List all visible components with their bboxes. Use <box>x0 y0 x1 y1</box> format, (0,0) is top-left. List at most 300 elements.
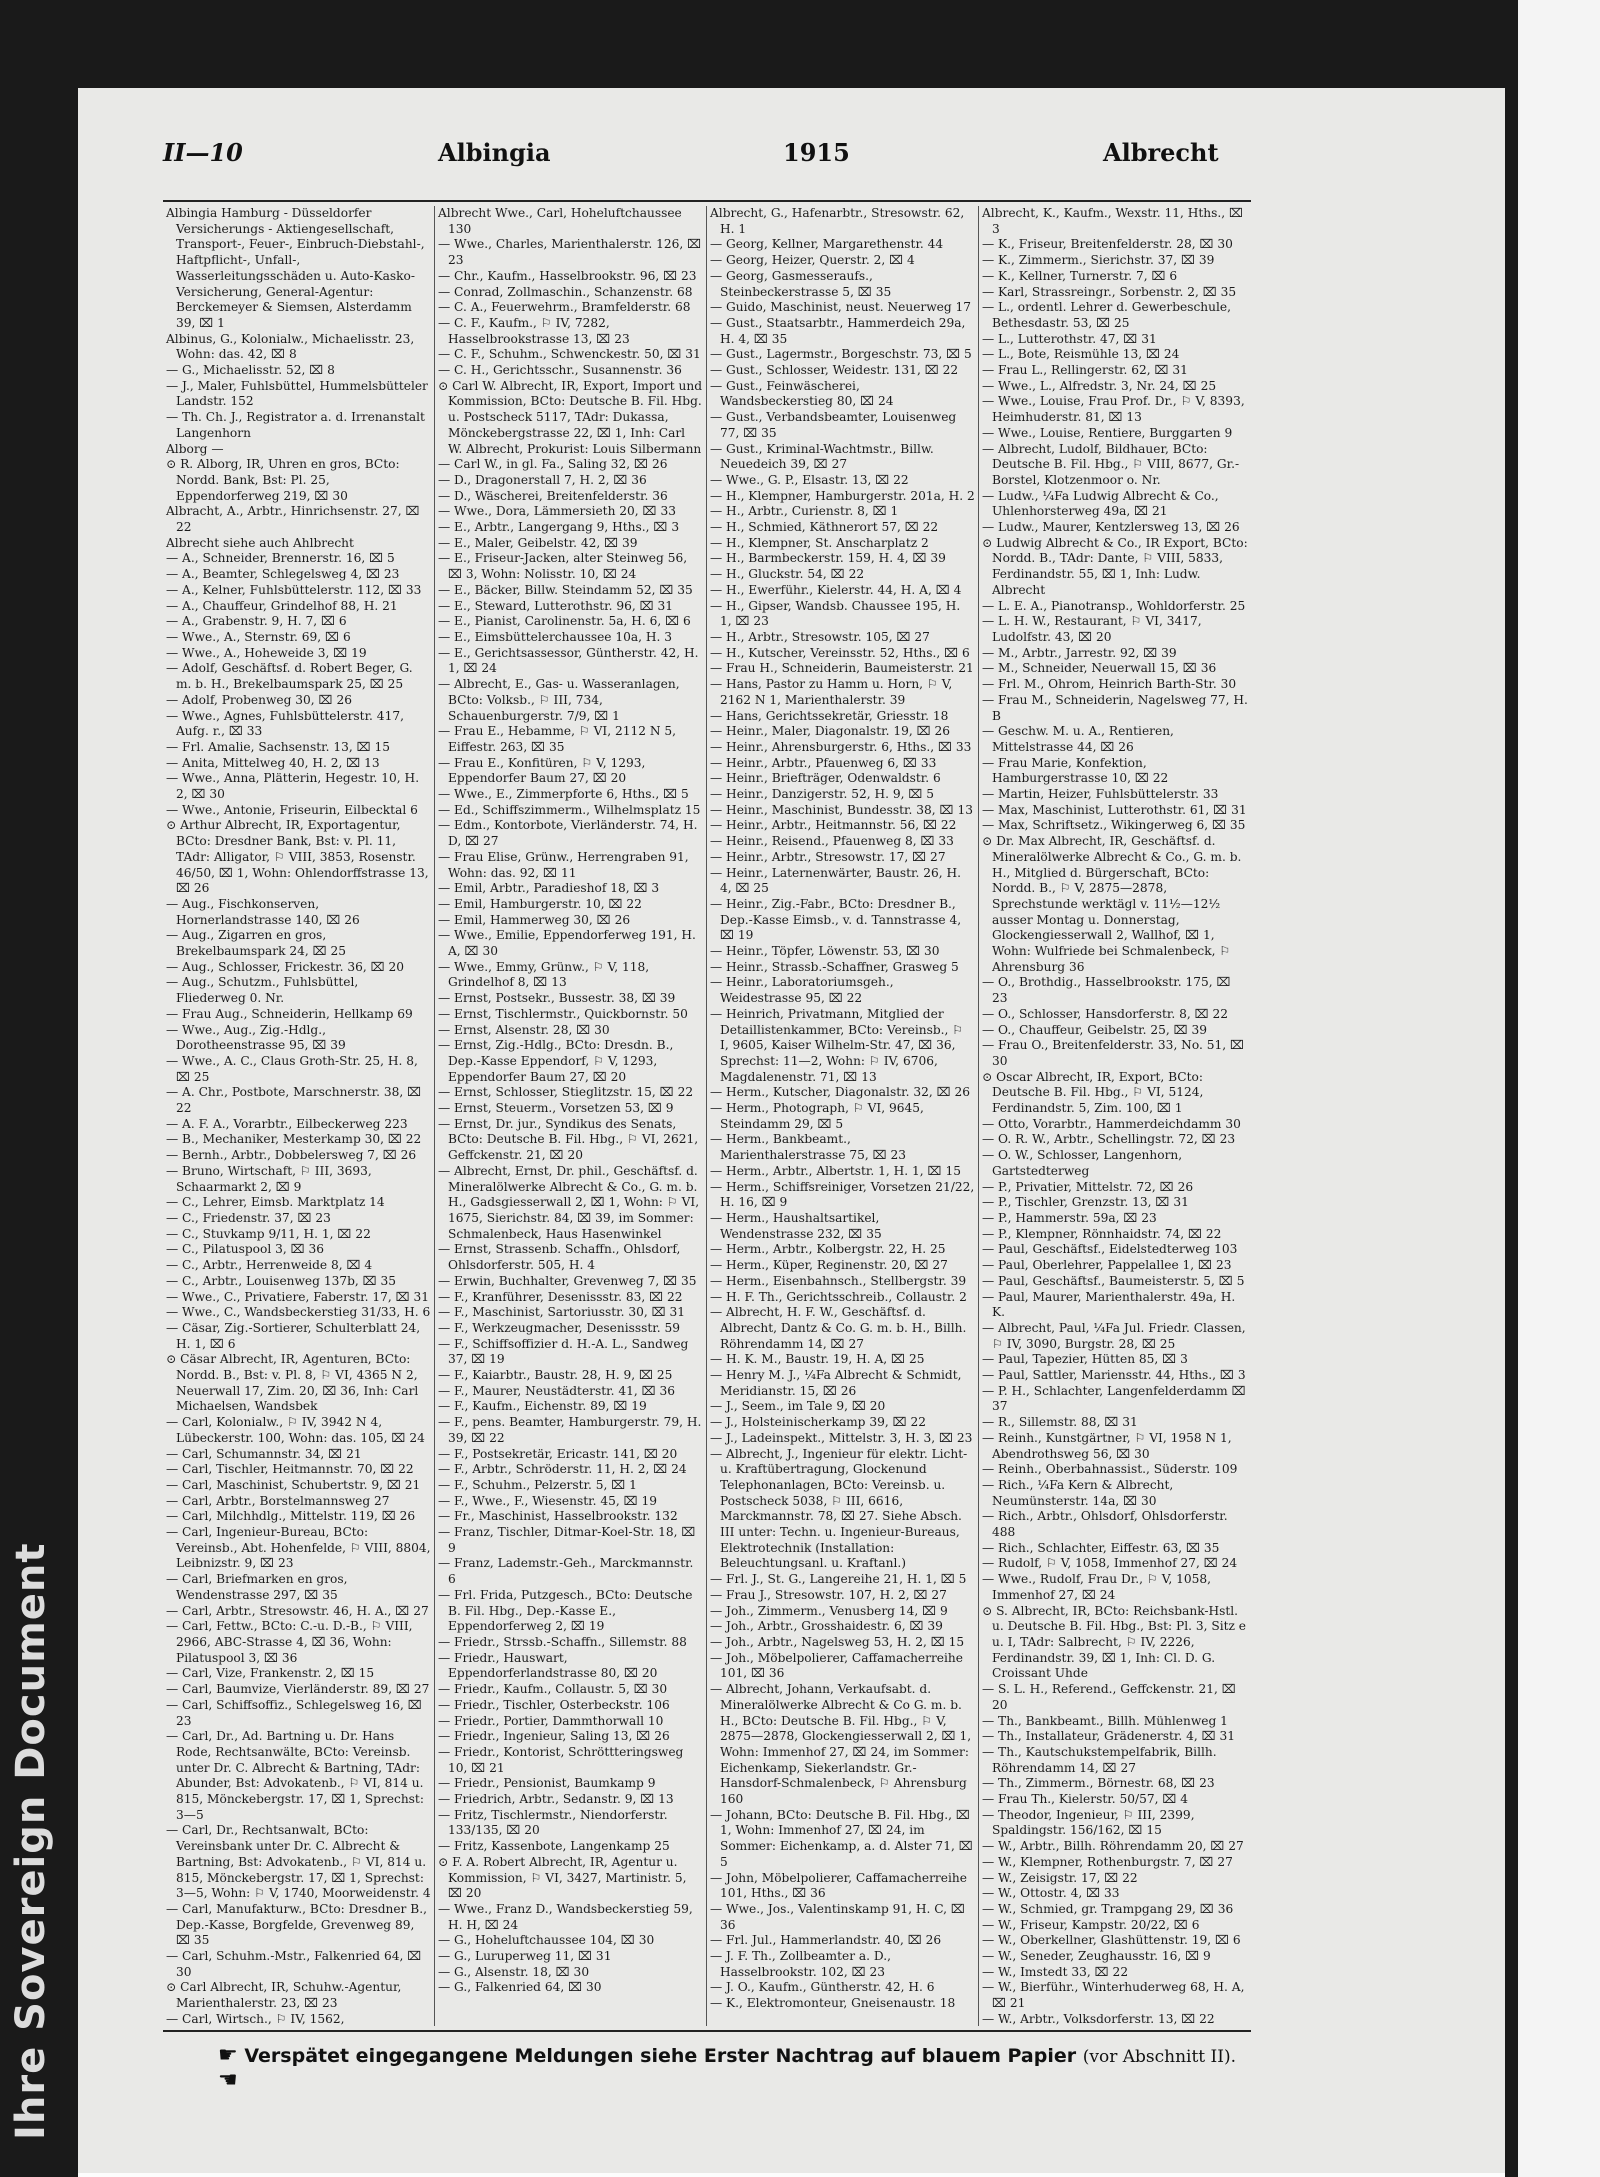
directory-entry: — Paul, Sattler, Mariensstr. 44, Hths., ⌧ 3 <box>982 1368 1246 1383</box>
directory-entry: — Albrecht, H. F. W., Geschäftsf. d. Albrecht, Dantz & Co. G. m. b. H., Billh. Röhrendamm 14, ⌧ 27 <box>710 1305 967 1351</box>
directory-entry: — Paul, Tapezier, Hütten 85, ⌧ 3 <box>982 1352 1188 1367</box>
directory-entry: — H., Barmbeckerstr. 159, H. 4, ⌧ 39 <box>710 551 946 566</box>
directory-entry: — Max, Maschinist, Lutterothstr. 61, ⌧ 31 <box>982 802 1247 817</box>
directory-entry: — Albrecht, Paul, ¼Fa Jul. Friedr. Classen, ⚐ IV, 3090, Burgstr. 28, ⌧ 25 <box>982 1320 1246 1351</box>
directory-entry: — Albrecht, Ludolf, Bildhauer, BCto: Deutsche B. Fil. Hbg., ⚐ VIII, 8677, Gr.-Borstel, Klotzenmoor o. Nr. <box>982 441 1240 487</box>
directory-entry: — F., Maschinist, Sartoriusstr. 30, ⌧ 31 <box>438 1305 686 1320</box>
directory-entry: — Carl, Vize, Frankenstr. 2, ⌧ 15 <box>166 1666 375 1681</box>
directory-entry: — H., Klempner, St. Anscharplatz 2 <box>710 535 929 550</box>
directory-entry: — Heinr., Briefträger, Odenwaldstr. 6 <box>710 771 941 786</box>
directory-entry: — H. K. M., Baustr. 19, H. A, ⌧ 25 <box>710 1352 925 1367</box>
directory-entry: Albrecht, K., Kaufm., Wexstr. 11, Hths., ⌧ 3 <box>982 206 1244 236</box>
directory-entry: — F., Werkzeugmacher, Desenissstr. 59 <box>438 1320 681 1335</box>
directory-entry: — Carl, Maschinist, Schubertstr. 9, ⌧ 21 <box>166 1477 421 1492</box>
directory-entry: — D., Dragonerstall 7, H. 2, ⌧ 36 <box>438 472 647 487</box>
directory-entry: ⊙ F. A. Robert Albrecht, IR, Agentur u. Kommission, ⚐ VI, 3427, Martinistr. 5, ⌧ 20 <box>438 1854 687 1901</box>
directory-entry: — F., Kaufm., Eichenstr. 89, ⌧ 19 <box>438 1399 647 1414</box>
directory-entry: — Ernst, Postsekr., Bussestr. 38, ⌧ 39 <box>438 991 676 1006</box>
directory-entry: — G., Alsenstr. 18, ⌧ 30 <box>438 1964 590 1979</box>
directory-entry: — Gust., Lagermstr., Borgeschstr. 73, ⌧ 5 <box>710 347 972 362</box>
directory-entry: — F., Postsekretär, Ericastr. 141, ⌧ 20 <box>438 1446 678 1461</box>
directory-entry: — Wwe., C., Privatiere, Faberstr. 17, ⌧ 31 <box>166 1289 430 1304</box>
header-rule <box>163 200 1251 202</box>
directory-entry: — W., Arbtr., Volksdorferstr. 13, ⌧ 22 <box>982 2011 1215 2026</box>
directory-entry: — Carl, Arbtr., Stresowstr. 46, H. A., ⌧ 27 <box>166 1603 429 1618</box>
directory-entry: Albracht, A., Arbtr., Hinrichsenstr. 27, ⌧ 22 <box>166 504 420 535</box>
directory-entry: — Herm., Haushaltsartikel, Wendenstrasse 232, ⌧ 35 <box>710 1211 882 1241</box>
directory-entry: — Carl, Briefmarken en gros, Wendenstrasse 297, ⌧ 35 <box>166 1572 348 1602</box>
directory-entry: — Wwe., A., Sternstr. 69, ⌧ 6 <box>166 629 351 644</box>
directory-entry: — Frau Aug., Schneiderin, Hellkamp 69 <box>166 1006 413 1021</box>
directory-entry: — Herm., Eisenbahnsch., Stellbergstr. 39 <box>710 1273 967 1288</box>
directory-entry: — C. F., Schuhm., Schwenckestr. 50, ⌧ 31 <box>438 347 701 362</box>
directory-entry: — O. R. W., Arbtr., Schellingstr. 72, ⌧ 23 <box>982 1132 1236 1147</box>
directory-entry: — F., Schiffsoffizier d. H.-A. L., Sandweg 37, ⌧ 19 <box>438 1336 689 1367</box>
directory-entry: — Rudolf, ⚐ V, 1058, Immenhof 27, ⌧ 24 <box>982 1556 1238 1571</box>
directory-entry: Albrecht Wwe., Carl, Hoheluftchaussee 130 <box>438 206 682 236</box>
directory-entry: — W., Friseur, Kampstr. 20/22, ⌧ 6 <box>982 1917 1200 1932</box>
directory-entry: — H., Gipser, Wandsb. Chaussee 195, H. 1, ⌧ 23 <box>710 598 961 629</box>
directory-entry: — Carl, Schumannstr. 34, ⌧ 21 <box>166 1446 362 1461</box>
directory-entry: — H., Klempner, Hamburgerstr. 201a, H. 2 <box>710 488 975 503</box>
directory-entry: — H., Ewerführ., Kielerstr. 44, H. A, ⌧ 4 <box>710 582 962 597</box>
directory-entry: — E., Maler, Geibelstr. 42, ⌧ 39 <box>438 535 638 550</box>
directory-entry: — Wwe., Charles, Marienthalerstr. 126, ⌧ 23 <box>438 237 702 268</box>
directory-entry: — Gust., Schlosser, Weidestr. 131, ⌧ 22 <box>710 363 959 378</box>
directory-entry: — Cäsar, Zig.-Sortierer, Schulterblatt 24, H. 1, ⌧ 6 <box>166 1320 421 1351</box>
footer-rule <box>163 2030 1251 2032</box>
directory-entry: — Friedr., Ingenieur, Saling 13, ⌧ 26 <box>438 1729 670 1744</box>
directory-entry: — Theodor, Ingenieur, ⚐ III, 2399, Spaldingstr. 156/162, ⌧ 15 <box>982 1807 1195 1838</box>
directory-entry: ⊙ Carl W. Albrecht, IR, Export, Import und Kommission, BCto: Deutsche B. Fil. Hbg. u. Postscheck 5117, TAdr: Dukassa, Mönckebergstrasse 22, ⌧ 1, Inh: Carl W. Albrecht, Prokurist: Louis Silbermann <box>438 378 703 456</box>
directory-entry: — F., Schuhm., Pelzerstr. 5, ⌧ 1 <box>438 1477 637 1492</box>
directory-entry: — C. F., Kaufm., ⚐ IV, 7282, Hasselbrookstrasse 13, ⌧ 23 <box>438 315 630 346</box>
directory-entry: — Ernst, Tischlermstr., Quickbornstr. 50 <box>438 1006 688 1021</box>
directory-entry: — Heinr., Strassb.-Schaffner, Grasweg 5 <box>710 959 959 974</box>
directory-entry: — Gust., Feinwäscherei, Wandsbeckerstieg 80, ⌧ 24 <box>710 378 894 409</box>
directory-entry: — Friedr., Kontorist, Schröttteringsweg 10, ⌧ 21 <box>438 1744 684 1775</box>
directory-entry: — Frau Elise, Grünw., Herrengraben 91, Wohn: das. 92, ⌧ 11 <box>438 849 689 880</box>
directory-entry: — Gust., Kriminal-Wachtmstr., Billw. Neuedeich 39, ⌧ 27 <box>710 441 934 472</box>
directory-entry: — Th., Bankbeamt., Billh. Mühlenweg 1 <box>982 1713 1228 1728</box>
directory-entry: — Joh., Arbtr., Nagelsweg 53, H. 2, ⌧ 15 <box>710 1634 965 1649</box>
directory-entry: — Wwe., A. C., Claus Groth-Str. 25, H. 8, ⌧ 25 <box>166 1053 418 1084</box>
directory-entry: — Bernh., Arbtr., Dobbelersweg 7, ⌧ 26 <box>166 1148 417 1163</box>
directory-entry: — Hans, Pastor zu Hamm u. Horn, ⚐ V, 2162 N 1, Marienthalerstr. 39 <box>710 677 953 707</box>
directory-entry: — Heinr., Arbtr., Pfauenweg 6, ⌧ 33 <box>710 755 937 770</box>
directory-entry: — Carl, Schuhm.-Mstr., Falkenried 64, ⌧ 30 <box>166 1949 422 1979</box>
directory-entry: — C., Friedenstr. 37, ⌧ 23 <box>166 1211 331 1225</box>
directory-entry: — L., ordentl. Lehrer d. Gewerbeschule, Bethesdastr. 53, ⌧ 25 <box>982 300 1231 330</box>
directory-entry: — Paul, Maurer, Marienthalerstr. 49a, H. K. <box>982 1289 1236 1320</box>
directory-entry: — Martin, Heizer, Fuhlsbüttelerstr. 33 <box>982 787 1219 802</box>
directory-entry: — Ernst, Zig.-Hdlg., BCto: Dresdn. B., Dep.-Kasse Eppendorf, ⚐ V, 1293, Eppendorfer Baum 27, ⌧ 20 <box>438 1038 674 1084</box>
directory-entry: — Anita, Mittelweg 40, H. 2, ⌧ 13 <box>166 755 380 770</box>
directory-entry: — Ernst, Dr. jur., Syndikus des Senats, BCto: Deutsche B. Fil. Hbg., ⚐ VI, 2621, Geffckenstr. 21, ⌧ 20 <box>438 1116 699 1163</box>
directory-entry: — Carl, Fettw., BCto: C.-u. D.-B., ⚐ VIII, 2966, ABC-Strasse 4, ⌧ 36, Wohn: Pilatuspool 3, ⌧ 36 <box>166 1619 413 1665</box>
directory-entry: — A. Chr., Postbote, Marschnerstr. 38, ⌧ 22 <box>166 1085 422 1116</box>
directory-entry: — Heinr., Reisend., Pfauenweg 8, ⌧ 33 <box>710 834 954 849</box>
directory-entry: — K., Kellner, Turnerstr. 7, ⌧ 6 <box>982 268 1178 283</box>
directory-entry: — Edm., Kontorbote, Vierländerstr. 74, H. D, ⌧ 27 <box>438 818 698 849</box>
directory-entry: — O. W., Schlosser, Langenhorn, Gartstedterweg <box>982 1148 1183 1178</box>
directory-entry: — O., Chauffeur, Geibelstr. 25, ⌧ 39 <box>982 1022 1208 1037</box>
directory-entry: — Wwe., L., Alfredstr. 3, Nr. 24, ⌧ 25 <box>982 378 1217 393</box>
directory-entry: — Rich., Arbtr., Ohlsdorf, Ohlsdorferstr. 488 <box>982 1509 1228 1540</box>
directory-entry: — Adolf, Probenweg 30, ⌧ 26 <box>166 692 352 707</box>
directory-entry: — Frau E., Hebamme, ⚐ VI, 2112 N 5, Eiffestr. 263, ⌧ 35 <box>438 724 677 754</box>
directory-entry: — F., pens. Beamter, Hamburgerstr. 79, H. 39, ⌧ 22 <box>438 1415 702 1445</box>
directory-entry: — W., Klempner, Rothenburgstr. 7, ⌧ 27 <box>982 1854 1233 1869</box>
directory-entry: — Ernst, Schlosser, Stieglitzstr. 15, ⌧ 22 <box>438 1085 694 1100</box>
directory-entry: — Carl W., in gl. Fa., Saling 32, ⌧ 26 <box>438 457 668 472</box>
directory-entry: — L. H. W., Restaurant, ⚐ VI, 3417, Ludolfstr. 43, ⌧ 20 <box>982 614 1202 644</box>
directory-entry: ⊙ Oscar Albrecht, IR, Export, BCto: Deutsche B. Fil. Hbg., ⚐ VI, 5124, Ferdinandstr. 5, Zim. 100, ⌧ 1 <box>982 1069 1204 1116</box>
directory-entry: — Franz, Lademstr.-Geh., Marckmannstr. 6 <box>438 1556 694 1587</box>
directory-entry: — G., Falkenried 64, ⌧ 30 <box>438 1980 602 1995</box>
directory-entry: — Georg, Gasmesseraufs., Steinbeckerstrasse 5, ⌧ 35 <box>710 268 892 299</box>
directory-entry: — Friedr., Pensionist, Baumkamp 9 <box>438 1776 656 1791</box>
directory-entry: — J. F. Th., Zollbeamter a. D., Hasselbrookstr. 102, ⌧ 23 <box>710 1949 892 1979</box>
directory-entry: — Frau O., Breitenfelderstr. 33, No. 51, ⌧ 30 <box>982 1038 1245 1068</box>
directory-entry: — Ed., Schiffszimmerm., Wilhelmsplatz 15 <box>438 802 701 817</box>
directory-entry: — H., Arbtr., Curienstr. 8, ⌧ 1 <box>710 504 899 519</box>
directory-entry: — Aug., Zigarren en gros, Brekelbaumspark 24, ⌧ 25 <box>166 928 347 959</box>
directory-entry: — Frl. Jul., Hammerlandstr. 40, ⌧ 26 <box>710 1933 942 1948</box>
directory-entry: — Wwe., Agnes, Fuhlsbüttelerstr. 417, Aufg. r., ⌧ 33 <box>166 708 404 739</box>
directory-entry: — Wwe., Franz D., Wandsbeckerstieg 59, H. H, ⌧ 24 <box>438 1901 693 1932</box>
directory-entry: — Max, Schriftsetz., Wikingerweg 6, ⌧ 35 <box>982 818 1246 833</box>
directory-entry: — R., Sillemstr. 88, ⌧ 31 <box>982 1415 1138 1430</box>
directory-entry: — Ernst, Steuerm., Vorsetzen 53, ⌧ 9 <box>438 1101 674 1116</box>
directory-entry: — Wwe., Dora, Lämmersieth 20, ⌧ 33 <box>438 504 676 519</box>
directory-entry: — E., Steward, Lutterothstr. 96, ⌧ 31 <box>438 598 674 613</box>
directory-entry: — Friedr., Tischler, Osterbeckstr. 106 <box>438 1697 670 1712</box>
directory-entry: — Frl. Amalie, Sachsenstr. 13, ⌧ 15 <box>166 739 391 754</box>
scan-border-right <box>1505 0 1518 2177</box>
directory-entry: — Wwe., E., Zimmerpforte 6, Hths., ⌧ 5 <box>438 787 689 802</box>
directory-entry: — C. H., Gerichtsschr., Susannenstr. 36 <box>438 363 682 378</box>
directory-entry: — J., Holsteinischerkamp 39, ⌧ 22 <box>710 1415 927 1430</box>
directory-entry: — Fritz, Kassenbote, Langenkamp 25 <box>438 1839 670 1854</box>
directory-entry: — Albrecht, J., Ingenieur für elektr. Licht- u. Kraftübertragung, Glockenund Telephonanlagen, BCto: Vereinsb. u. Postscheck 5038, ⚐ III, 6616, Marckmannstr. 78, ⌧ 27. Siehe Absch. III unter: Techn. u. Ingenieur-Bureaus, Elektrotechnik (Installation: Beleuchtungsanl. u. Kraftanl.) <box>710 1446 968 1571</box>
directory-entry: — Henry M. J., ¼Fa Albrecht & Schmidt, Meridianstr. 15, ⌧ 26 <box>710 1368 962 1398</box>
directory-entry: — W., Schmied, gr. Trampgang 29, ⌧ 36 <box>982 1901 1234 1916</box>
directory-entry: — Albrecht, Johann, Verkaufsabt. d. Mineralölwerke Albrecht & Co G. m. b. H., BCto: Deutsche B. Fil. Hbg., ⚐ V, 2875—2878, Glockengiesserwall 2, ⌧ 1, Wohn: Immenhof 27, ⌧ 24, im Sommer: Eichenkamp, Siekerlandstr. Gr.-Hansdorf-Schmalenbeck, ⚐ Ahrensburg 160 <box>710 1682 972 1807</box>
directory-entry: — Wwe., Anna, Plätterin, Hegestr. 10, H. 2, ⌧ 30 <box>166 771 420 802</box>
directory-entry: — Heinr., Töpfer, Löwenstr. 53, ⌧ 30 <box>710 944 940 959</box>
directory-entry: — C., Arbtr., Louisenweg 137b, ⌧ 35 <box>166 1273 397 1288</box>
column-2 <box>435 206 707 2026</box>
directory-entry: — A. F. A., Vorarbtr., Eilbeckerweg 223 <box>166 1116 408 1131</box>
directory-entry: — Albrecht, E., Gas- u. Wasseranlagen, BCto: Volksb., ⚐ III, 734, Schauenburgerstr. 7/9, ⌧ 1 <box>438 677 680 723</box>
directory-entry: — Wwe., Emilie, Eppendorferweg 191, H. A, ⌧ 30 <box>438 928 696 959</box>
directory-entry: — G., Hoheluftchaussee 104, ⌧ 30 <box>438 1933 655 1948</box>
directory-entry: — Friedr., Kaufm., Collaustr. 5, ⌧ 30 <box>438 1682 668 1697</box>
directory-entry: Albinus, G., Kolonialw., Michaelisstr. 23, Wohn: das. 42, ⌧ 8 <box>166 331 415 362</box>
directory-entry: — Wwe., Jos., Valentinskamp 91, H. C, ⌧ 36 <box>710 1901 965 1932</box>
directory-entry: — Joh., Arbtr., Grosshaidestr. 6, ⌧ 39 <box>710 1619 943 1634</box>
directory-entry: — Aug., Fischkonserven, Hornerlandstrasse 140, ⌧ 26 <box>166 896 360 927</box>
directory-entry: — K., Elektromonteur, Gneisenaustr. 18 <box>710 1996 956 2011</box>
directory-entry: — Herm., Photograph, ⚐ VI, 9645, Steindamm 29, ⌧ 5 <box>710 1101 924 1131</box>
directory-entry: — Th. Ch. J., Registrator a. d. Irrenanstalt Langenhorn <box>166 410 425 440</box>
directory-entry: — Frau H., Schneiderin, Baumeisterstr. 21 <box>710 661 974 676</box>
directory-entry: — Johann, BCto: Deutsche B. Fil. Hbg., ⌧ 1, Wohn: Immenhof 27, ⌧ 24, im Sommer: Eichenkamp, a. d. Alster 71, ⌧ 5 <box>710 1807 973 1869</box>
directory-entry: — Joh., Möbelpolierer, Caffamacherreihe 101, ⌧ 36 <box>710 1650 963 1681</box>
directory-entry: — W., Bierführ., Winterhuderweg 68, H. A, ⌧ 21 <box>982 1980 1245 2011</box>
directory-entry: — E., Friseur-Jacken, alter Steinweg 56, ⌧ 3, Wohn: Nolisstr. 10, ⌧ 24 <box>438 551 688 582</box>
directory-entry: — A., Kelner, Fuhlsbüttelerstr. 112, ⌧ 33 <box>166 582 422 597</box>
directory-entry: — S. L. H., Referend., Geffckenstr. 21, ⌧ 20 <box>982 1682 1236 1712</box>
directory-entry: — C., Arbtr., Herrenweide 8, ⌧ 4 <box>166 1258 373 1273</box>
directory-entry: — E., Gerichtsassessor, Güntherstr. 42, H. 1, ⌧ 24 <box>438 645 699 676</box>
header-year: 1915 <box>783 138 850 167</box>
directory-entry: — Friedr., Strssb.-Schaffn., Sillemstr. 88 <box>438 1634 687 1649</box>
directory-entry: — P., Privatier, Mittelstr. 72, ⌧ 26 <box>982 1179 1194 1194</box>
directory-entry: — K., Zimmerm., Sierichstr. 37, ⌧ 39 <box>982 253 1215 268</box>
directory-entry: — G., Luruperweg 11, ⌧ 31 <box>438 1949 612 1964</box>
directory-entry: — G., Michaelisstr. 52, ⌧ 8 <box>166 363 335 378</box>
directory-entry: — Wwe., Aug., Zig.-Hdlg., Dorotheenstrasse 95, ⌧ 39 <box>166 1022 346 1053</box>
directory-entry: — Emil, Hamburgerstr. 10, ⌧ 22 <box>438 896 642 911</box>
directory-entry: — Th., Installateur, Grädenerstr. 4, ⌧ 31 <box>982 1729 1236 1744</box>
directory-entry: — E., Bäcker, Billw. Steindamm 52, ⌧ 35 <box>438 582 693 597</box>
directory-entry: — Carl, Manufakturw., BCto: Dresdner B., Dep.-Kasse, Borgfelde, Grevenweg 89, ⌧ 35 <box>166 1901 427 1948</box>
directory-entry: — Georg, Heizer, Querstr. 2, ⌧ 4 <box>710 253 915 268</box>
directory-entry: — Fr., Maschinist, Hasselbrookstr. 132 <box>438 1509 678 1524</box>
directory-entry: — P., Tischler, Grenzstr. 13, ⌧ 31 <box>982 1195 1189 1210</box>
directory-entry: Albingia Hamburg - Düsseldorfer Versicherungs - Aktiengesellschaft, Transport-, Feuer-, Einbruch-Diebstahl-, Haftpflicht-, Unfall-, Wasserleitungsschäden u. Auto-Kasko-Versicherung, General-Agentur: Berckemeyer & Siemsen, Alsterdamm 39, ⌧ 1 <box>166 206 425 330</box>
directory-entry: — Aug., Schlosser, Frickestr. 36, ⌧ 20 <box>166 959 405 974</box>
directory-entry: — Frau J., Stresowstr. 107, H. 2, ⌧ 27 <box>710 1587 947 1602</box>
scan-border-top <box>0 0 1518 88</box>
directory-entry: — Georg, Kellner, Margarethenstr. 44 <box>710 237 944 252</box>
directory-entry: — C. A., Feuerwehrm., Bramfelderstr. 68 <box>438 300 691 315</box>
directory-entry: — Wwe., Rudolf, Frau Dr., ⚐ V, 1058, Immenhof 27, ⌧ 24 <box>982 1572 1211 1602</box>
directory-entry: — O., Schlosser, Hansdorferstr. 8, ⌧ 22 <box>982 1006 1229 1021</box>
directory-entry: — Paul, Oberlehrer, Pappelallee 1, ⌧ 23 <box>982 1258 1232 1273</box>
column-3 <box>707 206 979 2026</box>
footer-text: Verspätet eingegangene Meldungen siehe Erster Nachtrag auf blauem Papier <box>244 2045 1077 2067</box>
directory-entry: — Herm., Kutscher, Diagonalstr. 32, ⌧ 26 <box>710 1085 971 1100</box>
directory-entry: — Reinh., Kunstgärtner, ⚐ VI, 1958 N 1, Abendrothsweg 56, ⌧ 30 <box>982 1430 1232 1461</box>
directory-entry: — J., Ladeinspekt., Mittelstr. 3, H. 3, ⌧ 23 <box>710 1430 973 1445</box>
footer-notice <box>218 2043 1258 2093</box>
directory-entry: — J. O., Kaufm., Güntherstr. 42, H. 6 <box>710 1980 935 1995</box>
directory-entry: — Heinr., Laboratoriumsgeh., Weidestrasse 95, ⌧ 22 <box>710 975 894 1006</box>
directory-entry: — Conrad, Zollmaschin., Schanzenstr. 68 <box>438 284 693 299</box>
directory-entry: — O., Brothdig., Hasselbrookstr. 175, ⌧ 23 <box>982 975 1231 1006</box>
directory-entry: — E., Arbtr., Langergang 9, Hths., ⌧ 3 <box>438 520 680 535</box>
directory-entry: — Carl, Milchhdlg., Mittelstr. 119, ⌧ 26 <box>166 1509 416 1524</box>
directory-entry: — Herm., Schiffsreiniger, Vorsetzen 21/22, H. 16, ⌧ 9 <box>710 1179 975 1210</box>
directory-entry: — Herm., Küper, Reginenstr. 20, ⌧ 27 <box>710 1258 948 1273</box>
directory-entry: — Karl, Strassreingr., Sorbenstr. 2, ⌧ 35 <box>982 284 1237 299</box>
directory-entry: — Th., Zimmerm., Börnestr. 68, ⌧ 23 <box>982 1776 1215 1791</box>
scan-margin-right <box>1518 0 1600 2177</box>
directory-entry: — W., Imstedt 33, ⌧ 22 <box>982 1964 1129 1979</box>
directory-entry: — Frl. Frida, Putzgesch., BCto: Deutsche B. Fil. Hbg., Dep.-Kasse E., Eppendorferweg 2, ⌧ 19 <box>438 1587 693 1634</box>
directory-entry: Albrecht, G., Hafenarbtr., Stresowstr. 62, H. 1 <box>710 206 965 236</box>
directory-entry: — Friedr., Hauswart, Eppendorferlandstrasse 80, ⌧ 20 <box>438 1650 658 1681</box>
directory-entry: — Ernst, Alsenstr. 28, ⌧ 30 <box>438 1022 610 1037</box>
directory-entry: — Heinr., Maler, Diagonalstr. 19, ⌧ 26 <box>710 724 951 739</box>
directory-entry: — F., Arbtr., Schröderstr. 11, H. 2, ⌧ 24 <box>438 1462 687 1477</box>
directory-entry: — Rich., ¼Fa Kern & Albrecht, Neumünsterstr. 14a, ⌧ 30 <box>982 1477 1174 1508</box>
directory-entry: — H., Gluckstr. 54, ⌧ 22 <box>710 567 865 582</box>
directory-entry: — Carl, Tischler, Heitmannstr. 70, ⌧ 22 <box>166 1462 414 1477</box>
directory-entry: — D., Wäscherei, Breitenfelderstr. 36 <box>438 488 668 503</box>
directory-entry: — Paul, Geschäftsf., Eidelstedterweg 103 <box>982 1242 1238 1257</box>
directory-entry: ⊙ Carl Albrecht, IR, Schuhw.-Agentur, Marienthalerstr. 23, ⌧ 23 <box>166 1980 402 2011</box>
directory-entry: — F., Maurer, Neustädterstr. 41, ⌧ 36 <box>438 1383 676 1398</box>
directory-entry: — Herm., Bankbeamt., Marienthalerstrasse 75, ⌧ 23 <box>710 1132 907 1163</box>
directory-entry: — Frl. M., Ohrom, Heinrich Barth-Str. 30 <box>982 677 1237 692</box>
directory-entry: — Reinh., Oberbahnassist., Süderstr. 109 <box>982 1462 1238 1477</box>
directory-entry: — H., Arbtr., Stresowstr. 105, ⌧ 27 <box>710 629 930 644</box>
page-number: II—10 <box>163 138 243 167</box>
directory-entry: — Frau M., Schneiderin, Nagelsweg 77, H. B <box>982 692 1248 723</box>
directory-entry: — Hans, Gerichtssekretär, Griesstr. 18 <box>710 708 949 723</box>
directory-entry: — F., Kranführer, Desenissstr. 83, ⌧ 22 <box>438 1289 683 1304</box>
directory-entry: — B., Mechaniker, Mesterkamp 30, ⌧ 22 <box>166 1132 422 1147</box>
directory-entry: ⊙ Ludwig Albrecht & Co., IR Export, BCto: Nordd. B., TAdr: Dante, ⚐ VIII, 5833, Ferdinandstr. 55, ⌧ 1, Inh: Ludw. Albrecht <box>982 535 1248 597</box>
side-watermark-text: Ihre Sovereign Document <box>8 1542 54 2140</box>
directory-entry: — Wwe., A., Hoheweide 3, ⌧ 19 <box>166 645 367 660</box>
directory-entry: — Herm., Arbtr., Kolbergstr. 22, H. 25 <box>710 1242 946 1257</box>
directory-entry: — Geschw. M. u. A., Rentieren, Mittelstrasse 44, ⌧ 26 <box>982 724 1174 754</box>
directory-entry: — A., Grabenstr. 9, H. 7, ⌧ 6 <box>166 614 347 629</box>
directory-entry: — Emil, Hammerweg 30, ⌧ 26 <box>438 912 631 927</box>
directory-entry: — Heinrich, Privatmann, Mitglied der Detaillistenkammer, BCto: Vereinsb., ⚐ I, 9605, Kaiser Wilhelm-Str. 47, ⌧ 36, Sprechst: 11—2, Wohn: ⚐ IV, 6706, Magdalenenstr. 71, ⌧ 13 <box>710 1006 964 1084</box>
directory-entry: — Carl, Ingenieur-Bureau, BCto: Vereinsb., Abt. Hohenfelde, ⚐ VIII, 8804, Leibnizstr. 9, ⌧ 23 <box>166 1525 431 1571</box>
directory-entry: — Gust., Verbandsbeamter, Louisenweg 77, ⌧ 35 <box>710 410 957 440</box>
directory-entry: — Fritz, Tischlermstr., Niendorferstr. 133/135, ⌧ 20 <box>438 1807 668 1838</box>
directory-entry: — Frl. J., St. G., Langereihe 21, H. 1, ⌧ 5 <box>710 1572 967 1587</box>
directory-entry: — Friedrich, Arbtr., Sedanstr. 9, ⌧ 13 <box>438 1792 674 1807</box>
directory-entry: — W., Zeisigstr. 17, ⌧ 22 <box>982 1870 1138 1885</box>
directory-entry: — C., Lehrer, Eimsb. Marktplatz 14 <box>166 1195 385 1210</box>
directory-entry: — Albrecht, Ernst, Dr. phil., Geschäftsf. d. Mineralölwerke Albrecht & Co., G. m. b. H., Gadsgiesserwall 2, ⌧ 1, Wohn: ⚐ VI, 1675, Sierichstr. 84, ⌧ 39, im Sommer: Schmalenbeck, Haus Hasenwinkel <box>438 1163 700 1241</box>
directory-entry: ⊙ Dr. Max Albrecht, IR, Geschäftsf. d. Mineralölwerke Albrecht & Co., G. m. b. H., Mitglied d. Bürgerschaft, BCto: Nordd. B., ⚐ V, 2875—2878, Sprechstunde werktägl v. 11½—12½ ausser Montag u. Donnerstag, Glockengiesserwall 2, Wallhof, ⌧ 1, Wohn: Wulfriede bei Schmalenbeck, ⚐ Ahrensburg 36 <box>982 834 1242 974</box>
directory-entry: — Wwe., Louise, Frau Prof. Dr., ⚐ V, 8393, Heimhuderstr. 81, ⌧ 13 <box>982 394 1245 425</box>
directory-entry: — Ernst, Strassenb. Schaffn., Ohlsdorf, Ohlsdorferstr. 505, H. 4 <box>438 1242 681 1273</box>
directory-entry: — H., Schmied, Käthnerort 57, ⌧ 22 <box>710 520 939 535</box>
directory-entry: — Wwe., G. P., Elsastr. 13, ⌧ 22 <box>710 472 909 487</box>
directory-entry: — Wwe., Louise, Rentiere, Burggarten 9 <box>982 425 1233 440</box>
directory-page <box>78 88 1505 2173</box>
directory-entry: — Carl, Arbtr., Borstelmannsweg 27 <box>166 1493 390 1508</box>
directory-entry: — Ludw., Maurer, Kentzlersweg 13, ⌧ 26 <box>982 520 1240 535</box>
directory-entry: — W., Oberkellner, Glashüttenstr. 19, ⌧ 6 <box>982 1933 1241 1948</box>
directory-entry: — E., Pianist, Carolinenstr. 5a, H. 6, ⌧ 6 <box>438 614 691 629</box>
directory-entry: — Carl, Dr., Ad. Bartning u. Dr. Hans Rode, Rechtsanwälte, BCto: Vereinsb. unter Dr. C. Albrecht & Bartning, TAdr: Abunder, Bst: Advokatenb., ⚐ VI, 814 u. 815, Mönckebergstr. 17, ⌧ 1, Sprechst: 3—5 <box>166 1729 424 1822</box>
directory-entry: ⊙ S. Albrecht, IR, BCto: Reichsbank-Hstl. u. Deutsche B. Fil. Hbg., Bst: Pl. 3, Sitz e u. I, TAdr: Salbrecht, ⚐ IV, 2226, Ferdinandstr. 39, ⌧ 1, Inh: Cl. D. G. Croissant Uhde <box>982 1603 1246 1681</box>
directory-entry: — Carl, Wirtsch., ⚐ IV, 1562, <box>166 2011 345 2026</box>
directory-entry: — H., Kutscher, Vereinsstr. 52, Hths., ⌧ 6 <box>710 645 970 660</box>
directory-entry: — Chr., Kaufm., Hasselbrookstr. 96, ⌧ 23 <box>438 268 697 283</box>
directory-entry: — Carl, Dr., Rechtsanwalt, BCto: Vereinsbank unter Dr. C. Albrecht & Bartning, Bst: Advokatenb., ⚐ VI, 814 u. 815, Mönckebergstr. 17, ⌧ 1, Sprechst: 3—5, Wohn: ⚐ V, 1740, Moorweidenstr. 4 <box>166 1823 431 1901</box>
directory-entry: — Heinr., Arbtr., Heitmannstr. 56, ⌧ 22 <box>710 818 957 833</box>
directory-entry: — P., Klempner, Rönnhaidstr. 74, ⌧ 22 <box>982 1226 1222 1241</box>
directory-entry: — Carl, Kolonialw., ⚐ IV, 3942 N 4, Lübeckerstr. 100, Wohn: das. 105, ⌧ 24 <box>166 1415 425 1445</box>
directory-entry: — Emil, Arbtr., Paradieshof 18, ⌧ 3 <box>438 881 660 896</box>
directory-entry: Alborg — <box>166 441 224 456</box>
directory-entry: — P. H., Schlachter, Langenfelderdamm ⌧ 37 <box>982 1383 1246 1414</box>
directory-entry: — Erwin, Buchhalter, Grevenweg 7, ⌧ 35 <box>438 1273 697 1288</box>
directory-entry: — L., Bote, Reismühle 13, ⌧ 24 <box>982 347 1180 362</box>
directory-entry: — A., Beamter, Schlegelsweg 4, ⌧ 23 <box>166 567 400 582</box>
pointing-hand-icon: ☛ <box>218 2043 238 2068</box>
directory-entry: — L. E. A., Pianotransp., Wohldorferstr. 25 <box>982 598 1246 613</box>
side-watermark <box>0 740 58 2140</box>
directory-entry: — M., Arbtr., Jarrestr. 92, ⌧ 39 <box>982 645 1177 660</box>
directory-entry: — C., Stuvkamp 9/11, H. 1, ⌧ 22 <box>166 1226 371 1241</box>
directory-entry: — Frau L., Rellingerstr. 62, ⌧ 31 <box>982 363 1188 378</box>
directory-entry: — J., Maler, Fuhlsbüttel, Hummelsbütteler Landstr. 152 <box>166 378 428 409</box>
directory-entry: — Wwe., Antonie, Friseurin, Eilbecktal 6 <box>166 802 418 817</box>
directory-entry: — Frau E., Konfitüren, ⚐ V, 1293, Eppendorfer Baum 27, ⌧ 20 <box>438 755 646 786</box>
directory-entry: — E., Eimsbüttelerchaussee 10a, H. 3 <box>438 629 673 644</box>
column-4 <box>979 206 1251 2026</box>
directory-entry: ⊙ R. Alborg, IR, Uhren en gros, BCto: Nordd. Bank, Bst: Pl. 25, Eppendorferweg 219, ⌧ 30 <box>166 457 400 503</box>
directory-entry: ⊙ Arthur Albrecht, IR, Exportagentur, BCto: Dresdner Bank, Bst: v. Pl. 11, TAdr: Alligator, ⚐ VIII, 3853, Rosenstr. 46/50, ⌧ 1, Wohn: Ohlendorffstrasse 13, ⌧ 26 <box>166 818 429 896</box>
directory-entry: — A., Chauffeur, Grindelhof 88, H. 21 <box>166 598 398 613</box>
directory-entry: — Gust., Staatsarbtr., Hammerdeich 29a, H. 4, ⌧ 35 <box>710 315 966 346</box>
pointing-hand-left-icon: ☚ <box>218 2068 238 2093</box>
directory-entry: — Heinr., Danzigerstr. 52, H. 9, ⌧ 5 <box>710 787 934 802</box>
directory-entry: — A., Schneider, Brennerstr. 16, ⌧ 5 <box>166 551 395 566</box>
directory-entry: — Carl, Schiffsoffiz., Schlegelsweg 16, ⌧ 23 <box>166 1697 422 1728</box>
directory-entry: — Ludw., ¼Fa Ludwig Albrecht & Co., Uhlenhorsterweg 49a, ⌧ 21 <box>982 488 1219 519</box>
header-first-entry: Albingia <box>438 138 551 167</box>
directory-entry: — Herm., Arbtr., Albertstr. 1, H. 1, ⌧ 15 <box>710 1163 961 1178</box>
directory-entry: — Rich., Schlachter, Eiffestr. 63, ⌧ 35 <box>982 1540 1220 1555</box>
directory-entry: — Heinr., Maschinist, Bundesstr. 38, ⌧ 13 <box>710 802 973 817</box>
directory-entry: — J., Seem., im Tale 9, ⌧ 20 <box>710 1399 886 1414</box>
directory-entry: — K., Friseur, Breitenfelderstr. 28, ⌧ 30 <box>982 237 1233 252</box>
directory-entry: — Bruno, Wirtschaft, ⚐ III, 3693, Schaarmarkt 2, ⌧ 9 <box>166 1163 372 1194</box>
directory-entry: — C., Pilatuspool 3, ⌧ 36 <box>166 1242 325 1257</box>
directory-entry: — Wwe., Emmy, Grünw., ⚐ V, 118, Grindelhof 8, ⌧ 13 <box>438 959 650 990</box>
directory-entry: — Heinr., Zig.-Fabr., BCto: Dresdner B., Dep.-Kasse Eimsb., v. d. Tannstrasse 4, ⌧ 19 <box>710 896 962 943</box>
directory-entry: — Carl, Baumvize, Vierländerstr. 89, ⌧ 27 <box>166 1682 430 1697</box>
header-last-entry: Albrecht <box>1103 138 1219 167</box>
directory-entry: — Th., Kautschukstempelfabrik, Billh. Röhrendamm 14, ⌧ 27 <box>982 1744 1217 1775</box>
directory-entry: — Frau Marie, Konfektion, Hamburgerstrasse 10, ⌧ 22 <box>982 755 1169 786</box>
directory-entry: — John, Möbelpolierer, Caffamacherreihe 101, Hths., ⌧ 36 <box>710 1870 967 1901</box>
directory-entry: — Heinr., Ahrensburgerstr. 6, Hths., ⌧ 33 <box>710 739 972 754</box>
directory-entry: — Heinr., Laternenwärter, Baustr. 26, H. 4, ⌧ 25 <box>710 865 962 896</box>
directory-entry: — F., Kaiarbtr., Baustr. 28, H. 9, ⌧ 25 <box>438 1368 673 1383</box>
page-header <box>78 88 1505 178</box>
directory-entry: — Wwe., C., Wandsbeckerstieg 31/33, H. 6 <box>166 1305 431 1320</box>
directory-entry: — W., Ottostr. 4, ⌧ 33 <box>982 1886 1120 1901</box>
directory-entry: Albrecht siehe auch Ahlbrecht <box>166 535 354 550</box>
footer-note: (vor Abschnitt II). <box>1082 2047 1236 2067</box>
directory-entry: — F., Wwe., F., Wiesenstr. 45, ⌧ 19 <box>438 1493 658 1508</box>
column-1 <box>163 206 435 2026</box>
directory-entry: — Paul, Geschäftsf., Baumeisterstr. 5, ⌧ 5 <box>982 1273 1245 1288</box>
directory-entry: — Frau Th., Kielerstr. 50/57, ⌧ 4 <box>982 1792 1189 1807</box>
directory-columns <box>163 206 1253 2026</box>
directory-entry: — L., Lutterothstr. 47, ⌧ 31 <box>982 331 1157 346</box>
directory-entry: — Joh., Zimmerm., Venusberg 14, ⌧ 9 <box>710 1603 948 1618</box>
directory-entry: — M., Schneider, Neuerwall 15, ⌧ 36 <box>982 661 1217 676</box>
directory-entry: — Adolf, Geschäftsf. d. Robert Beger, G. m. b. H., Brekelbaumspark 25, ⌧ 25 <box>166 661 413 692</box>
directory-entry: — Franz, Tischler, Ditmar-Koel-Str. 18, ⌧ 9 <box>438 1525 696 1555</box>
